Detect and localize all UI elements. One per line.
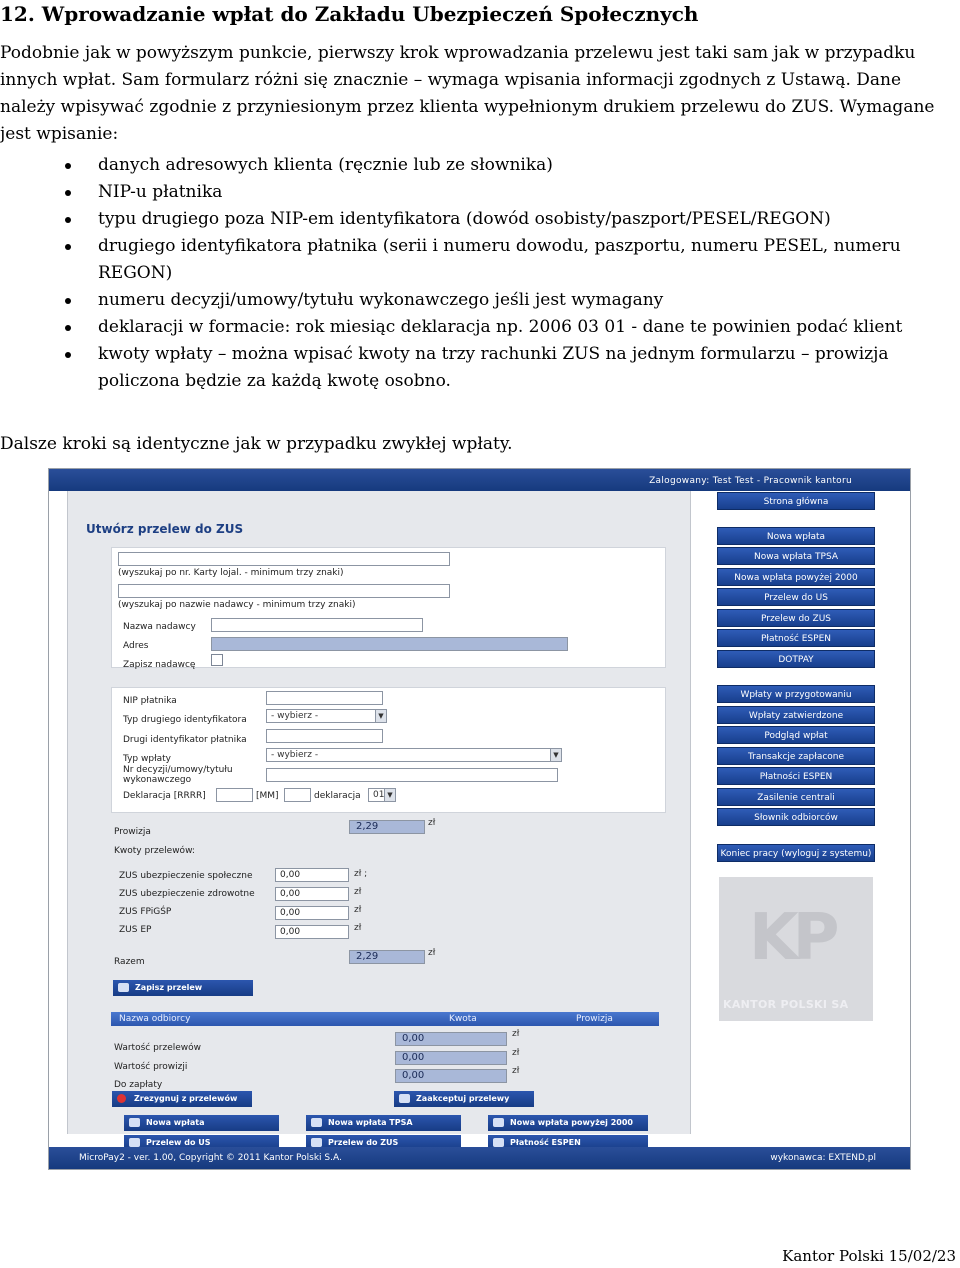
bullet-icon: [65, 190, 71, 196]
document-heading: 12. Wprowadzanie wpłat do Zakładu Ubezpieczeń Społecznych: [0, 2, 699, 26]
declaration-month-label: [MM]: [256, 791, 279, 801]
logo-text: KANTOR POLSKI SA: [723, 998, 849, 1011]
chevron-down-icon: ▼: [384, 789, 395, 801]
app-screenshot: [48, 468, 911, 1170]
transfer-zus-button[interactable]: Przelew do ZUS: [306, 1135, 461, 1151]
currency-label: zł: [354, 905, 362, 915]
currency-label: zł: [354, 887, 362, 897]
cancel-transfers-button[interactable]: Zrezygnuj z przelewów: [112, 1091, 252, 1107]
menu-espen[interactable]: Płatność ESPEN: [717, 629, 875, 647]
currency-label: zł: [512, 1048, 520, 1058]
zus-fp-label: ZUS FPiGŚP: [119, 907, 172, 917]
second-id-label: Drugi identyfikator płatnika: [123, 735, 247, 745]
card-search-input[interactable]: [118, 552, 450, 566]
save-transfer-button[interactable]: Zapisz przelew: [113, 980, 253, 996]
menu-transfer-us[interactable]: Przelew do US: [717, 588, 875, 606]
zus-social-label: ZUS ubezpieczenie społeczne: [119, 871, 253, 881]
bullet-icon: [65, 298, 71, 304]
declaration-month-input[interactable]: [284, 788, 311, 802]
second-id-input[interactable]: [266, 729, 383, 743]
menu-new-payment-2000[interactable]: Nowa wpłata powyżej 2000: [717, 568, 875, 586]
list-item: NIP-u płatnika: [0, 179, 960, 206]
list-item: deklaracji w formacie: rok miesiąc deklaracja np. 2006 03 01 - dane te powinien podać klient: [0, 314, 960, 341]
payer-panel: [111, 687, 666, 813]
menu-new-payment[interactable]: Nowa wpłata: [717, 527, 875, 545]
commission-label: Prowizja: [114, 827, 151, 837]
declaration-year-label: Deklaracja [RRRR]: [123, 791, 206, 801]
sender-name-input[interactable]: [211, 618, 423, 632]
transfer-us-button[interactable]: Przelew do US: [124, 1135, 279, 1151]
logo-mark-icon: KP: [749, 901, 834, 975]
address-label: Adres: [123, 641, 149, 651]
accept-transfers-button[interactable]: Zaakceptuj przelewy: [394, 1091, 534, 1107]
after-text: Dalsze kroki są identyczne jak w przypadku zwykłej wpłaty.: [0, 434, 513, 454]
document-icon: [311, 1118, 322, 1127]
document-icon: [129, 1138, 140, 1147]
intro-paragraph: Podobnie jak w powyższym punkcie, pierwszy krok wprowadzania przelewu jest taki sam jak w przypadku innych wpłat. Sam formularz różni się znacznie – wymaga wpisania informacji zgodnych z Ustawą. Dane należy wpisywać zgodnie z przyniesionym przez klienta wypełnionym drukiem przelewu do ZUS. Wymagane jest wpisanie:: [0, 43, 935, 144]
commission-total-value: 0,00: [395, 1051, 507, 1065]
transfers-table-header: [111, 1012, 659, 1026]
kantor-polski-logo: [719, 877, 873, 1021]
page-title: Utwórz przelew do ZUS: [86, 522, 244, 536]
id-type-label: Typ drugiego identyfikatora: [123, 715, 247, 725]
menu-dotpay[interactable]: DOTPAY: [717, 650, 875, 668]
zus-health-label: ZUS ubezpieczenie zdrowotne: [119, 889, 255, 899]
total-label: Razem: [114, 957, 145, 967]
document-icon: [493, 1138, 504, 1147]
decision-label-line2: wykonawczego: [123, 775, 192, 785]
sender-panel: [111, 547, 666, 668]
declaration-year-input[interactable]: [216, 788, 253, 802]
currency-label: zł: [512, 1029, 520, 1039]
currency-label: zł ;: [354, 869, 368, 879]
to-pay-label: Do zapłaty: [114, 1080, 163, 1090]
menu-payment-preview[interactable]: Podgląd wpłat: [717, 726, 875, 744]
bullet-icon: [65, 163, 71, 169]
requirements-list: [0, 152, 960, 395]
document-icon: [129, 1118, 140, 1127]
page-footer: Kantor Polski 15/02/23: [782, 1247, 956, 1265]
new-payment-button[interactable]: Nowa wpłata: [124, 1115, 279, 1131]
new-payment-2000-button[interactable]: Nowa wpłata powyżej 2000: [488, 1115, 648, 1131]
to-pay-value: 0,00: [395, 1069, 507, 1083]
sender-name-label: Nazwa nadawcy: [123, 622, 196, 632]
currency-label: zł: [428, 818, 436, 828]
commission-value: 2,29: [349, 820, 425, 834]
column-header: Prowizja: [576, 1014, 613, 1024]
declaration-number-label: deklaracja: [314, 791, 361, 801]
menu-head-office-funding[interactable]: Zasilenie centrali: [717, 788, 875, 806]
commission-value-label: Wartość prowizji: [114, 1062, 188, 1072]
decision-label-line1: Nr decyzji/umowy/tytułu: [123, 765, 233, 775]
top-bar: [49, 469, 910, 491]
total-value: 2,29: [349, 950, 425, 964]
menu-transfer-zus[interactable]: Przelew do ZUS: [717, 609, 875, 627]
close-icon: [117, 1094, 126, 1103]
menu-paid-transactions[interactable]: Transakcje zapłacone: [717, 747, 875, 765]
zus-fp-input[interactable]: 0,00: [275, 906, 349, 920]
nip-label: NIP płatnika: [123, 696, 177, 706]
list-item: drugiego identyfikatora płatnika (serii i numeru dowodu, paszportu, numeru PESEL, numeru REGON): [0, 233, 960, 287]
transfers-value-label: Wartość przelewów: [114, 1043, 202, 1053]
main-form-area: [67, 491, 691, 1147]
nip-input[interactable]: [266, 691, 383, 705]
payment-type-label: Typ wpłaty: [123, 754, 171, 764]
zus-social-input[interactable]: 0,00: [275, 868, 349, 882]
document-icon: [311, 1138, 322, 1147]
zus-health-input[interactable]: 0,00: [275, 887, 349, 901]
column-header: Kwota: [449, 1014, 477, 1024]
bullet-icon: [65, 217, 71, 223]
chevron-down-icon: ▼: [550, 749, 561, 761]
id-type-select[interactable]: - wybierz - ▼: [266, 709, 387, 723]
new-payment-tpsa-button[interactable]: Nowa wpłata TPSA: [306, 1115, 461, 1131]
column-header: Nazwa odbiorcy: [119, 1014, 191, 1024]
menu-pending-payments[interactable]: Wpłaty w przygotowaniu: [717, 685, 875, 703]
list-item: danych adresowych klienta (ręcznie lub ze słownika): [0, 152, 960, 179]
copyright-text: MicroPay2 - ver. 1.00, Copyright © 2011 Kantor Polski S.A.: [79, 1153, 342, 1163]
currency-label: zł: [512, 1066, 520, 1076]
zus-ep-label: ZUS EP: [119, 925, 152, 935]
save-sender-label: Zapisz nadawcę: [123, 660, 196, 670]
document-icon: [493, 1118, 504, 1127]
bottom-bar: [49, 1147, 910, 1169]
menu-recipients-dictionary[interactable]: Słownik odbiorców: [717, 808, 875, 826]
name-search-input[interactable]: [118, 584, 450, 598]
vendor-text: wykonawca: EXTEND.pl: [770, 1153, 876, 1163]
currency-label: zł: [354, 923, 362, 933]
save-sender-checkbox[interactable]: [211, 654, 223, 666]
decision-input[interactable]: [266, 768, 558, 782]
save-icon: [118, 983, 129, 992]
name-search-hint: (wyszukaj po nazwie nadawcy - minimum trzy znaki): [118, 600, 356, 610]
list-item: numeru decyzji/umowy/tytułu wykonawczego jeśli jest wymagany: [0, 287, 960, 314]
currency-label: zł: [428, 948, 436, 958]
amounts-label: Kwoty przelewów:: [114, 846, 195, 856]
bullet-icon: [65, 244, 71, 250]
chevron-down-icon: ▼: [375, 710, 386, 722]
espen-payment-button[interactable]: Płatność ESPEN: [488, 1135, 648, 1151]
menu-espen-payments[interactable]: Płatności ESPEN: [717, 767, 875, 785]
list-item: kwoty wpłaty – można wpisać kwoty na trzy rachunki ZUS na jednym formularzu – prowizja policzona będzie za każdą kwotę osobno.: [0, 341, 960, 395]
bullet-icon: [65, 352, 71, 358]
menu-home[interactable]: Strona główna: [717, 492, 875, 510]
transfers-value: 0,00: [395, 1032, 507, 1046]
bullet-icon: [65, 325, 71, 331]
payment-type-select[interactable]: - wybierz - ▼: [266, 748, 562, 762]
list-item: typu drugiego poza NIP-em identyfikatora (dowód osobisty/paszport/PESEL/REGON): [0, 206, 960, 233]
logged-in-label: Zalogowany: Test Test - Pracownik kantoru: [649, 476, 852, 486]
card-search-hint: (wyszukaj po nr. Karty lojal. - minimum trzy znaki): [118, 568, 344, 578]
menu-new-payment-tpsa[interactable]: Nowa wpłata TPSA: [717, 547, 875, 565]
zus-ep-input[interactable]: 0,00: [275, 925, 349, 939]
menu-approved-payments[interactable]: Wpłaty zatwierdzone: [717, 706, 875, 724]
logout-button[interactable]: Koniec pracy (wyloguj z systemu): [717, 844, 875, 862]
declaration-number-select[interactable]: 01 ▼: [368, 788, 396, 802]
check-icon: [399, 1094, 410, 1103]
address-input[interactable]: [211, 637, 568, 651]
